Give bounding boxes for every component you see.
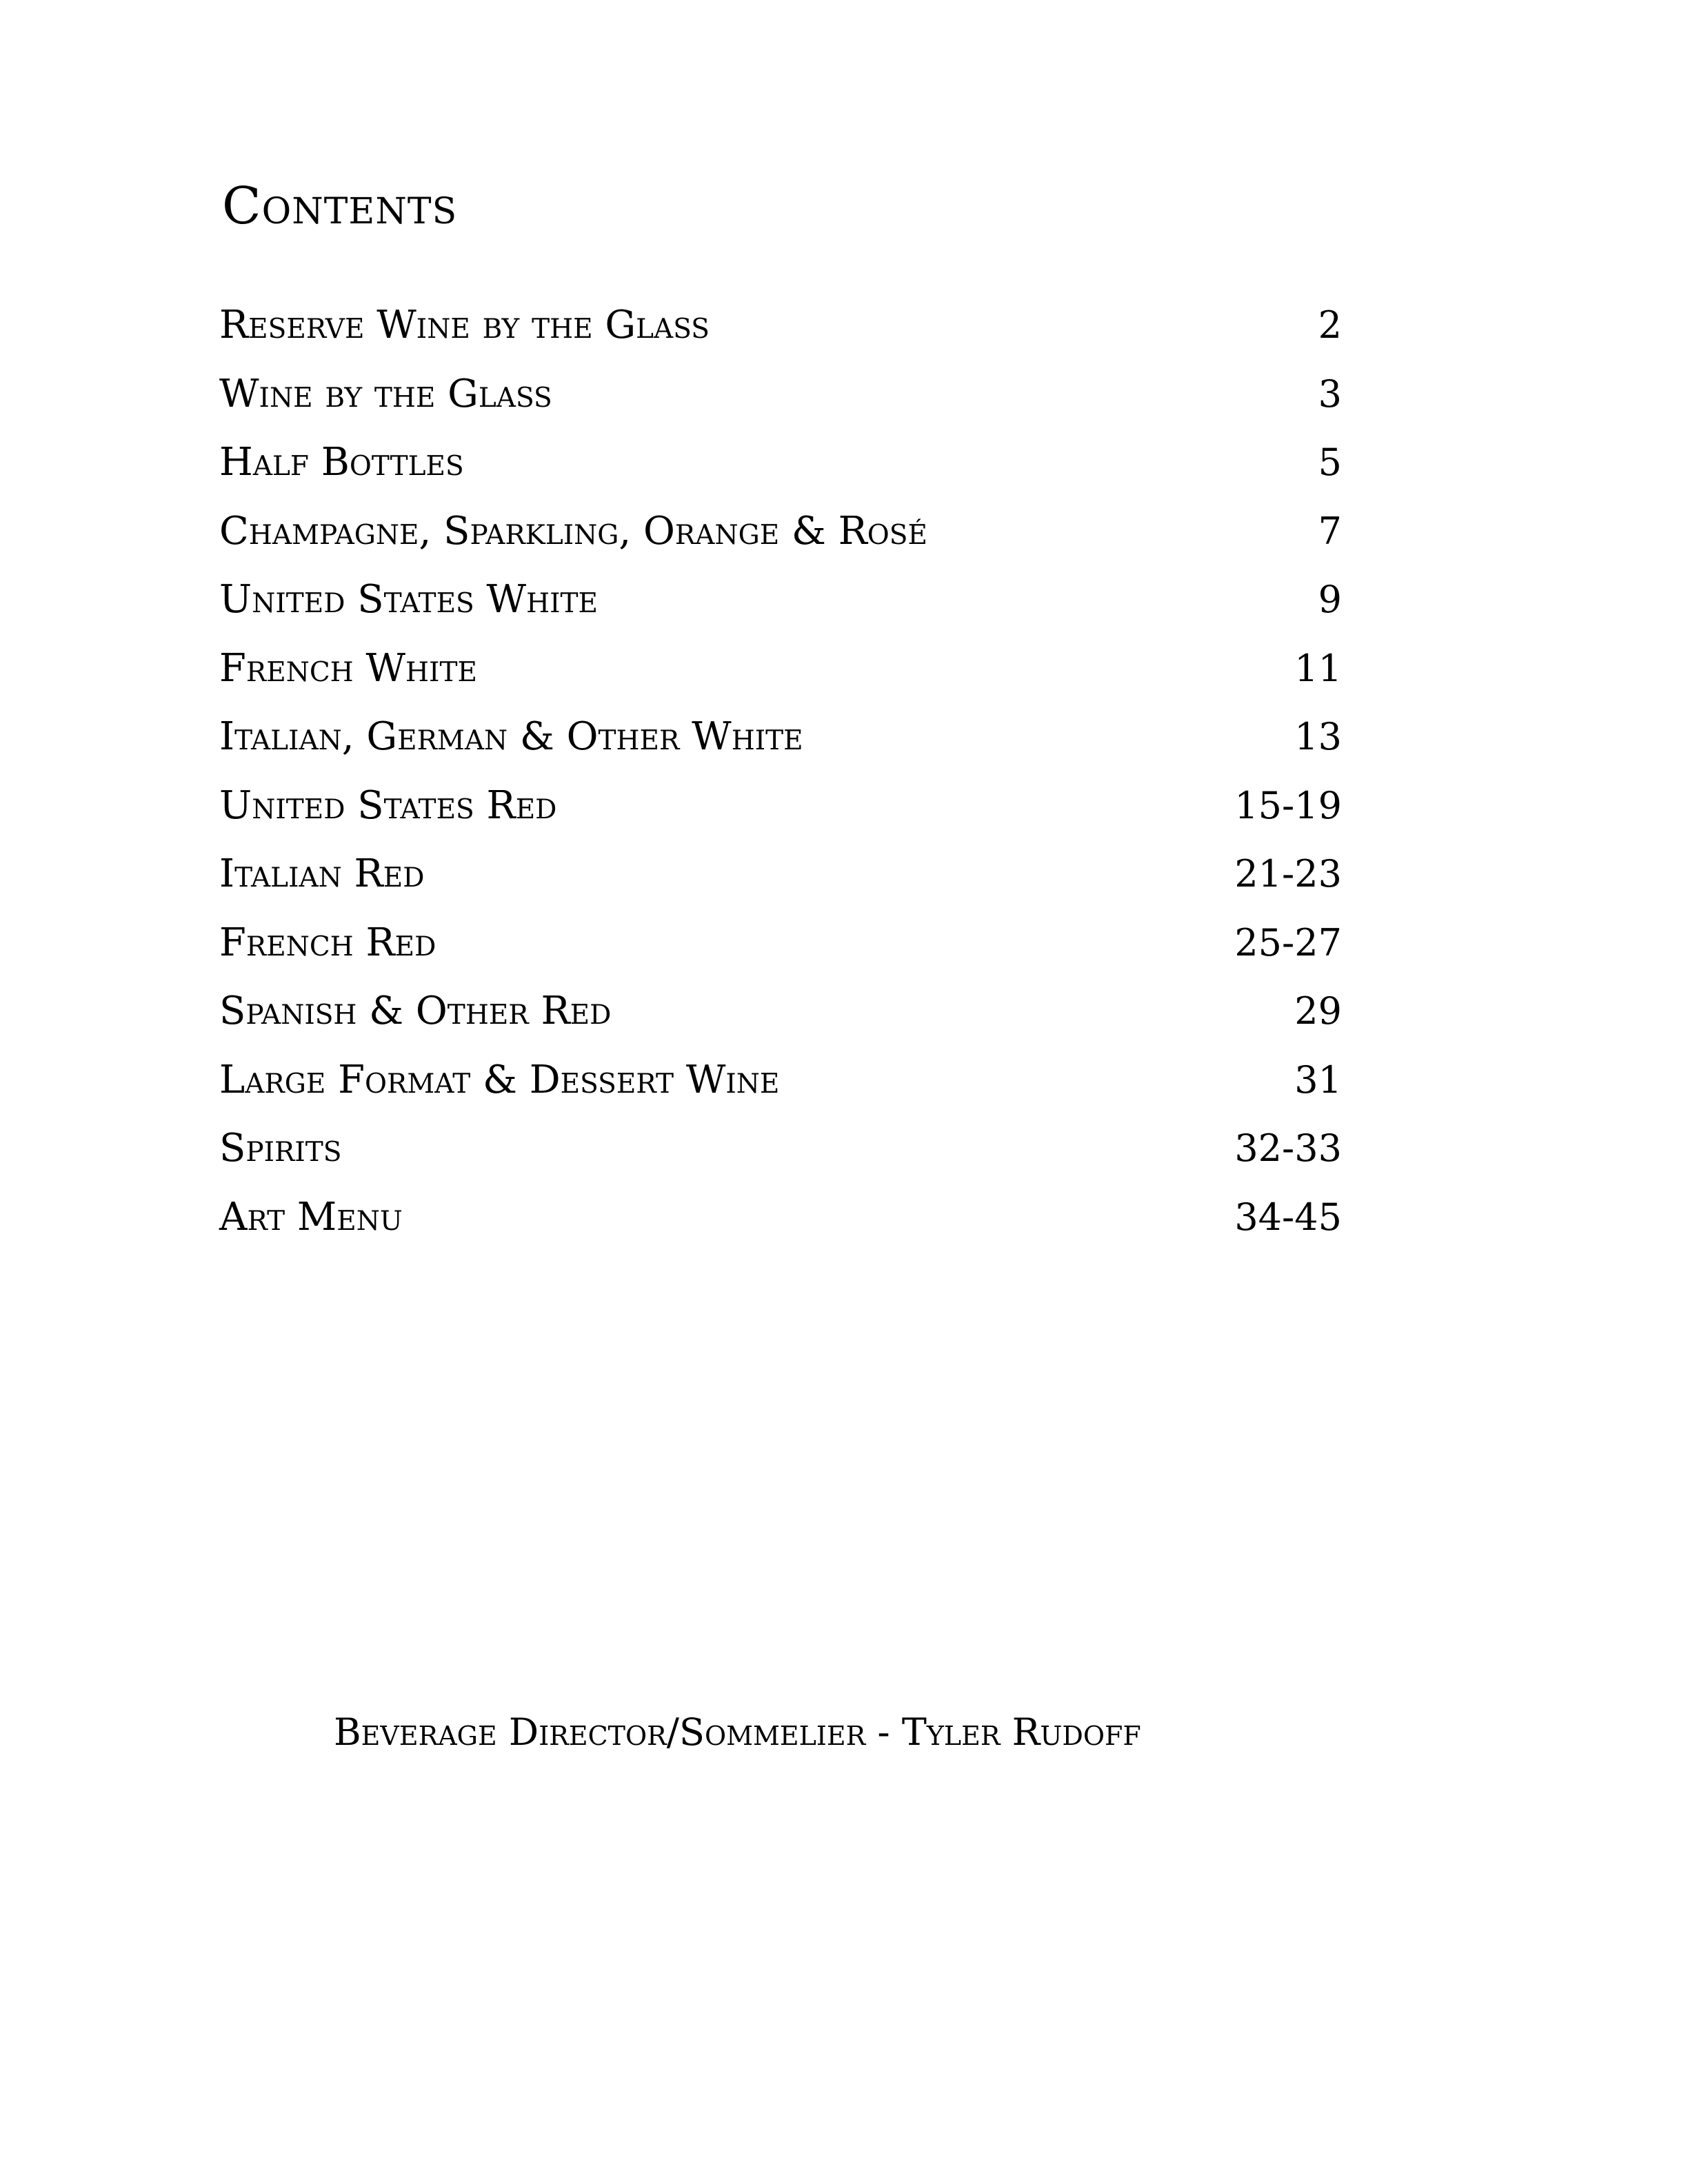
toc-entry-label: United States Red	[219, 782, 557, 828]
toc-entry-label: Reserve Wine by the Glass	[219, 303, 710, 347]
toc-entry-page: 31	[1294, 1058, 1342, 1102]
toc-entry	[219, 577, 1342, 649]
toc-entry-page: 11	[1294, 646, 1342, 690]
toc-entry-page: 2	[1318, 303, 1342, 347]
toc-entry-page: 5	[1318, 441, 1342, 484]
toc-entry	[219, 303, 1342, 375]
toc-entry-label: French Red	[219, 920, 436, 965]
toc-entry	[219, 989, 1342, 1061]
toc-entry	[219, 920, 1342, 993]
toc-entry	[219, 508, 1342, 581]
toc-entry-label: Half Bottles	[219, 440, 464, 485]
toc-entry-page: 34-45	[1234, 1195, 1342, 1239]
toc-entry-page: 13	[1294, 715, 1342, 758]
toc-entry-page: 9	[1318, 578, 1342, 621]
toc-entry	[219, 1057, 1342, 1130]
toc-entry-label: Champagne, Sparkling, Orange & Rosé	[219, 508, 927, 554]
toc-entry-page: 25-27	[1234, 920, 1342, 964]
toc-entry	[219, 1126, 1342, 1198]
toc-entry	[219, 440, 1342, 512]
toc-entry-page: 29	[1294, 989, 1342, 1033]
toc-entry-label: Large Format & Dessert Wine	[219, 1057, 780, 1102]
toc-entry-page: 7	[1318, 509, 1342, 553]
toc-entry	[219, 645, 1342, 718]
table-of-contents	[219, 303, 1342, 1266]
toc-entry	[219, 782, 1342, 856]
toc-entry-page: 21-23	[1234, 852, 1342, 896]
toc-entry-label: French White	[219, 645, 477, 691]
toc-entry-label: Spirits	[219, 1126, 342, 1171]
toc-entry-label: Wine by the Glass	[219, 371, 552, 416]
footer-credit: Beverage Director/Sommelier - Tyler Rudoff	[334, 1710, 1141, 1754]
page-title: Contents	[222, 176, 458, 236]
toc-entry	[219, 714, 1342, 787]
toc-entry-page: 32-33	[1234, 1126, 1342, 1170]
toc-entry-page: 15-19	[1234, 783, 1342, 827]
toc-entry-label: Art Menu	[219, 1194, 403, 1240]
toc-entry-label: Italian Red	[219, 851, 425, 896]
toc-entry	[219, 371, 1342, 444]
toc-entry-label: Spanish & Other Red	[219, 989, 612, 1033]
toc-entry-label: United States White	[219, 577, 599, 622]
toc-entry	[219, 1194, 1342, 1267]
toc-entry-page: 3	[1318, 372, 1342, 416]
toc-entry	[219, 851, 1342, 924]
toc-entry-label: Italian, German & Other White	[219, 714, 803, 759]
